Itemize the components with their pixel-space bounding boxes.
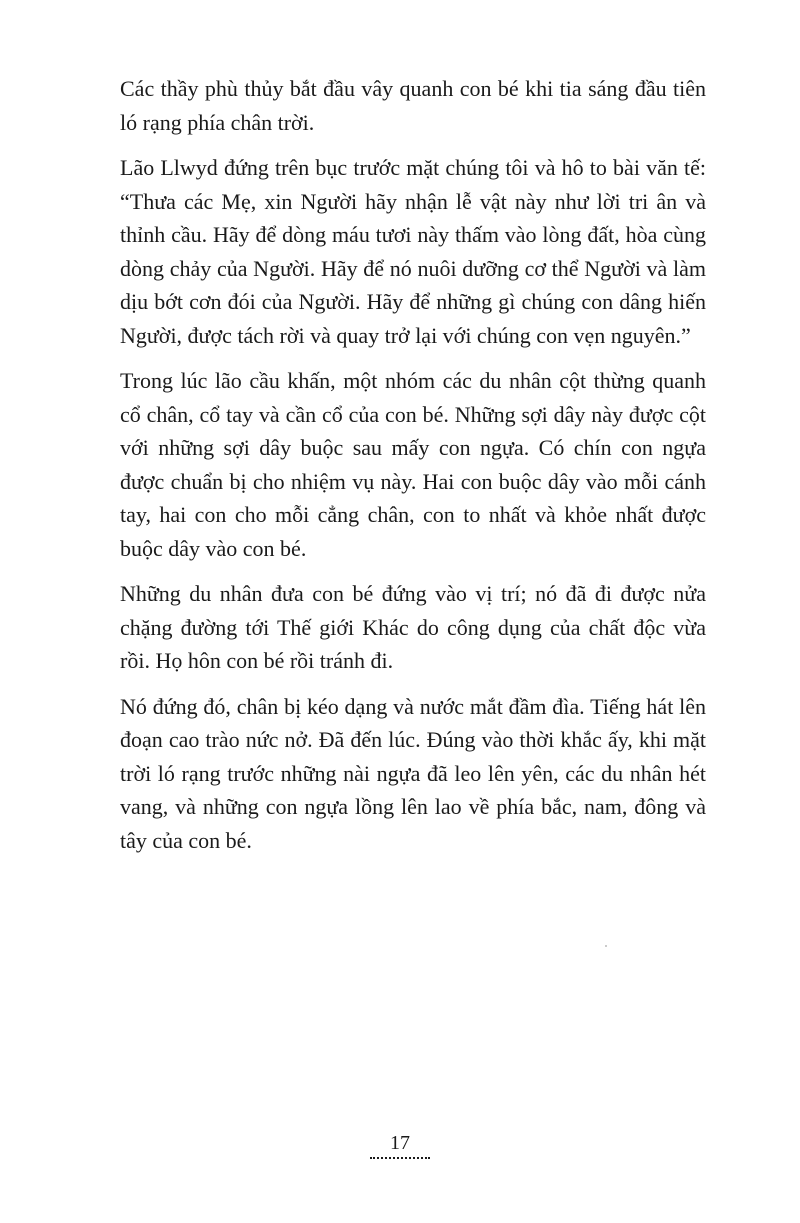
paragraph-1: Các thầy phù thủy bắt đầu vây quanh con bé khi tia sáng đầu tiên ló rạng phía chân trời. (120, 76, 706, 135)
page-body (120, 72, 706, 869)
paragraph-4: Những du nhân đưa con bé đứng vào vị trí; nó đã đi được nửa chặng đường tới Thế giới Khác do công dụng của chất độc vừa rồi. Họ hôn con bé rồi tránh đi. (120, 581, 706, 673)
page-footer (0, 1131, 800, 1159)
paragraph-2: Lão Llwyd đứng trên bục trước mặt chúng tôi và hô to bài văn tế: “Thưa các Mẹ, xin Người hãy nhận lễ vật này như lời tri ân và thỉnh cầu. Hãy để dòng máu tươi này thấm vào lòng đất, hòa cùng dòng chảy của Người. Hãy để nó nuôi dưỡng cơ thể Người và làm dịu bớt cơn đói của Người. Hãy để những gì chúng con dâng hiến Người, được tách rời và quay trở lại với chúng con vẹn nguyên.” (120, 155, 706, 348)
paragraph-5: Nó đứng đó, chân bị kéo dạng và nước mắt đầm đìa. Tiếng hát lên đoạn cao trào nức nở. Đã đến lúc. Đúng vào thời khắc ấy, khi mặt trời ló rạng trước những nài ngựa đã leo lên yên, các du nhân hét vang, và những con ngựa lồng lên lao về phía bắc, nam, đông và tây của con bé. (120, 693, 706, 853)
page-number: 17 (370, 1131, 430, 1159)
print-speck (605, 945, 607, 947)
paragraph-3: Trong lúc lão cầu khấn, một nhóm các du nhân cột thừng quanh cổ chân, cổ tay và cần cổ của con bé. Những sợi dây này được cột với những sợi dây buộc sau mấy con ngựa. Có chín con ngựa được chuẩn bị cho nhiệm vụ này. Hai con buộc dây vào mỗi cánh tay, hai con cho mỗi cẳng chân, con to nhất và khỏe nhất được buộc dây vào con bé. (120, 368, 706, 561)
